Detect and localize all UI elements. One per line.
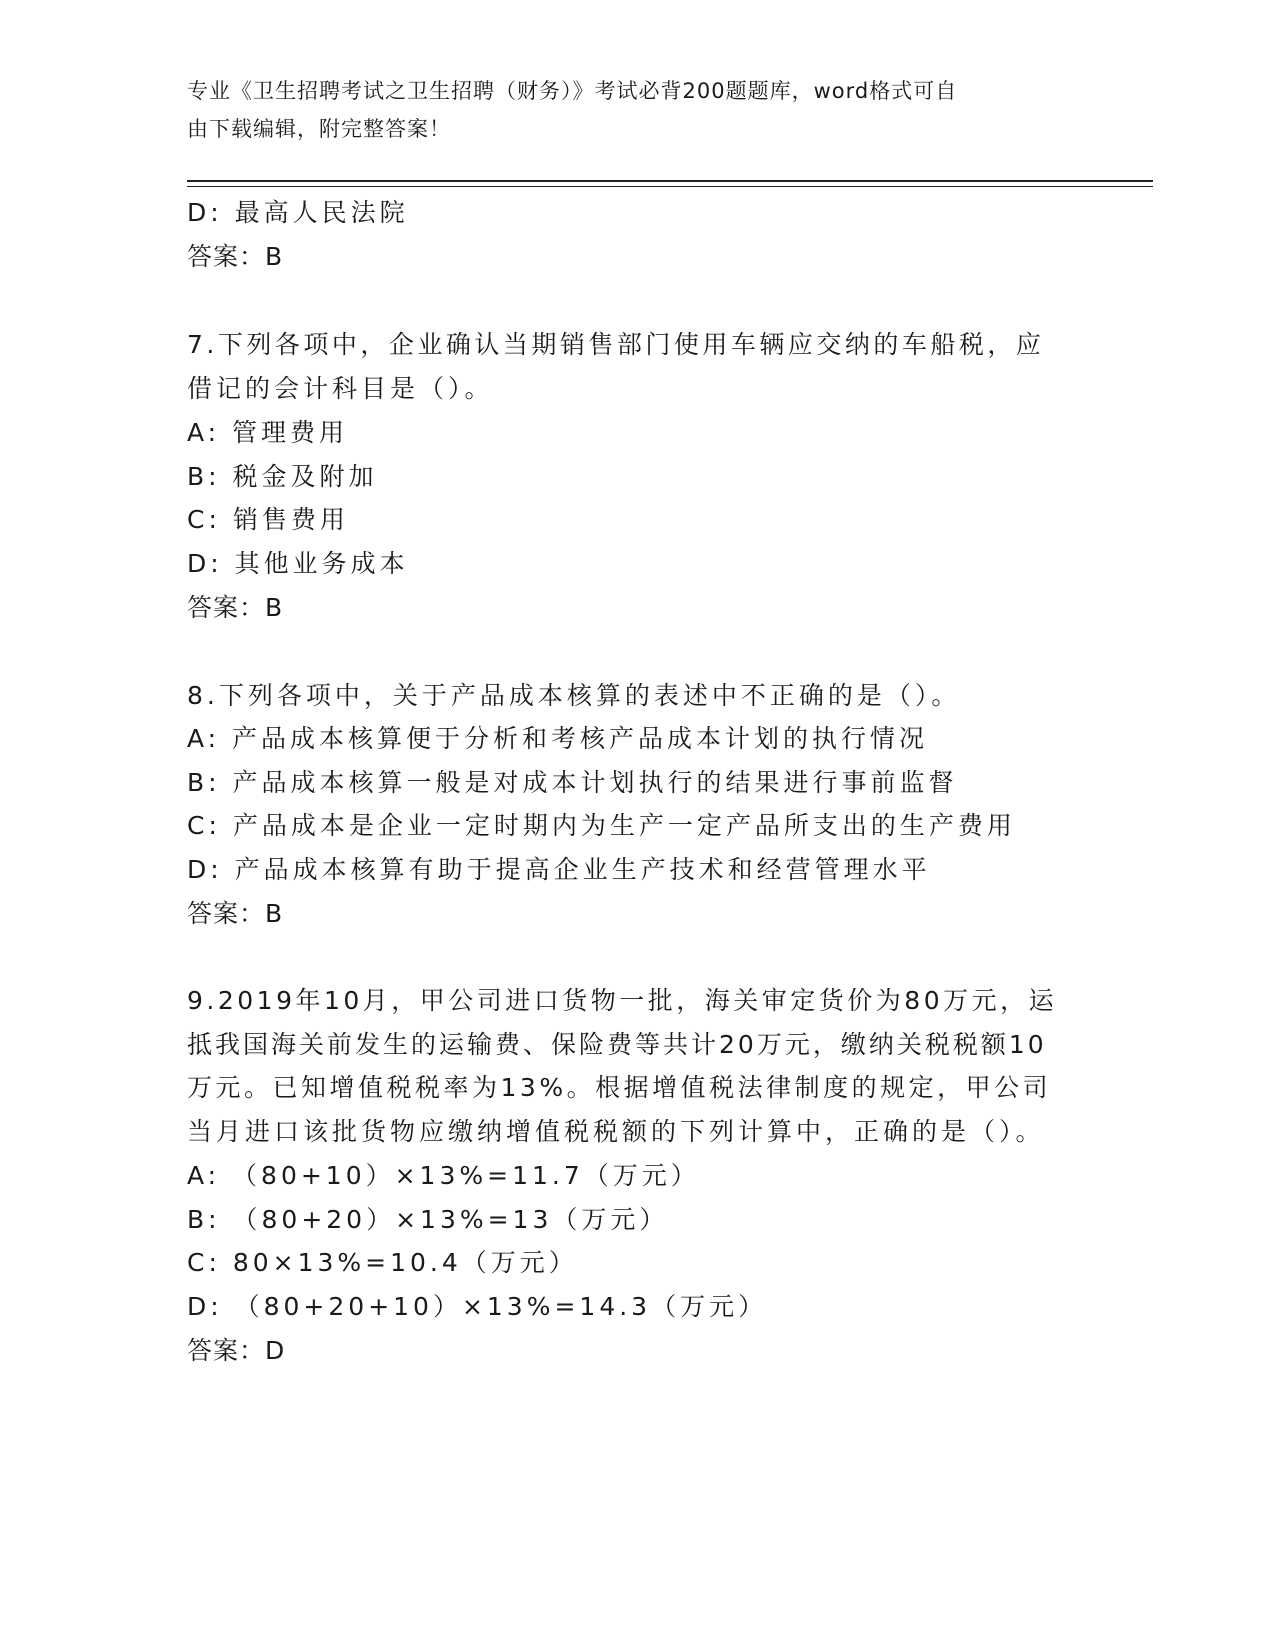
q7-option-c: C: 销售费用 xyxy=(187,505,349,534)
q7-stem-line-2: 借记的会计科目是（）。 xyxy=(187,374,494,403)
q9-option-c: C: 80×13%=10.4（万元） xyxy=(187,1248,578,1277)
q8-option-b: B: 产品成本核算一般是对成本计划执行的结果进行事前监督 xyxy=(187,768,958,797)
q9-stem-line-2: 抵我国海关前发生的运输费、保险费等共计20万元，缴纳关税税额10 xyxy=(187,1030,1047,1059)
header-line-1: 专业《卫生招聘考试之卫生招聘（财务）》考试必背200题题库，word格式可自 xyxy=(187,79,958,103)
q6-answer: 答案：B xyxy=(187,242,284,271)
q9-option-d: D: （80+20+10）×13%=14.3（万元） xyxy=(187,1292,768,1321)
header-line-2: 由下载编辑，附完整答案！ xyxy=(187,117,451,141)
q9-stem-line-3: 万元。已知增值税税率为13%。根据增值税法律制度的规定，甲公司 xyxy=(187,1073,1052,1102)
q8-answer: 答案：B xyxy=(187,899,284,928)
q8-stem-line-1: 8.下列各项中，关于产品成本核算的表述中不正确的是（）。 xyxy=(187,681,961,710)
q8-option-d: D: 产品成本核算有助于提高企业生产技术和经营管理水平 xyxy=(187,855,931,884)
q9-answer: 答案：D xyxy=(187,1336,286,1365)
q7-option-d: D: 其他业务成本 xyxy=(187,549,409,578)
q9-option-b: B: （80+20）×13%=13（万元） xyxy=(187,1205,669,1234)
q7-option-a: A: 管理费用 xyxy=(187,418,349,447)
q7-stem-line-1: 7.下列各项中，企业确认当期销售部门使用车辆应交纳的车船税，应 xyxy=(187,330,1045,359)
q9-option-a: A: （80+10）×13%=11.7（万元） xyxy=(187,1161,700,1190)
document-header xyxy=(187,72,1077,148)
header-divider-thin xyxy=(187,186,1153,187)
q8-option-a: A: 产品成本核算便于分析和考核产品成本计划的执行情况 xyxy=(187,724,929,753)
q7-answer: 答案：B xyxy=(187,593,284,622)
q9-stem-line-4: 当月进口该批货物应缴纳增值税税额的下列计算中，正确的是（）。 xyxy=(187,1117,1045,1146)
q8-option-c: C: 产品成本是企业一定时期内为生产一定产品所支出的生产费用 xyxy=(187,811,1016,840)
header-divider-thick xyxy=(187,180,1153,182)
q7-option-b: B: 税金及附加 xyxy=(187,462,378,491)
q9-stem-line-1: 9.2019年10月，甲公司进口货物一批，海关审定货价为80万元，运 xyxy=(187,986,1058,1015)
q6-option-d: D: 最高人民法院 xyxy=(187,198,409,227)
